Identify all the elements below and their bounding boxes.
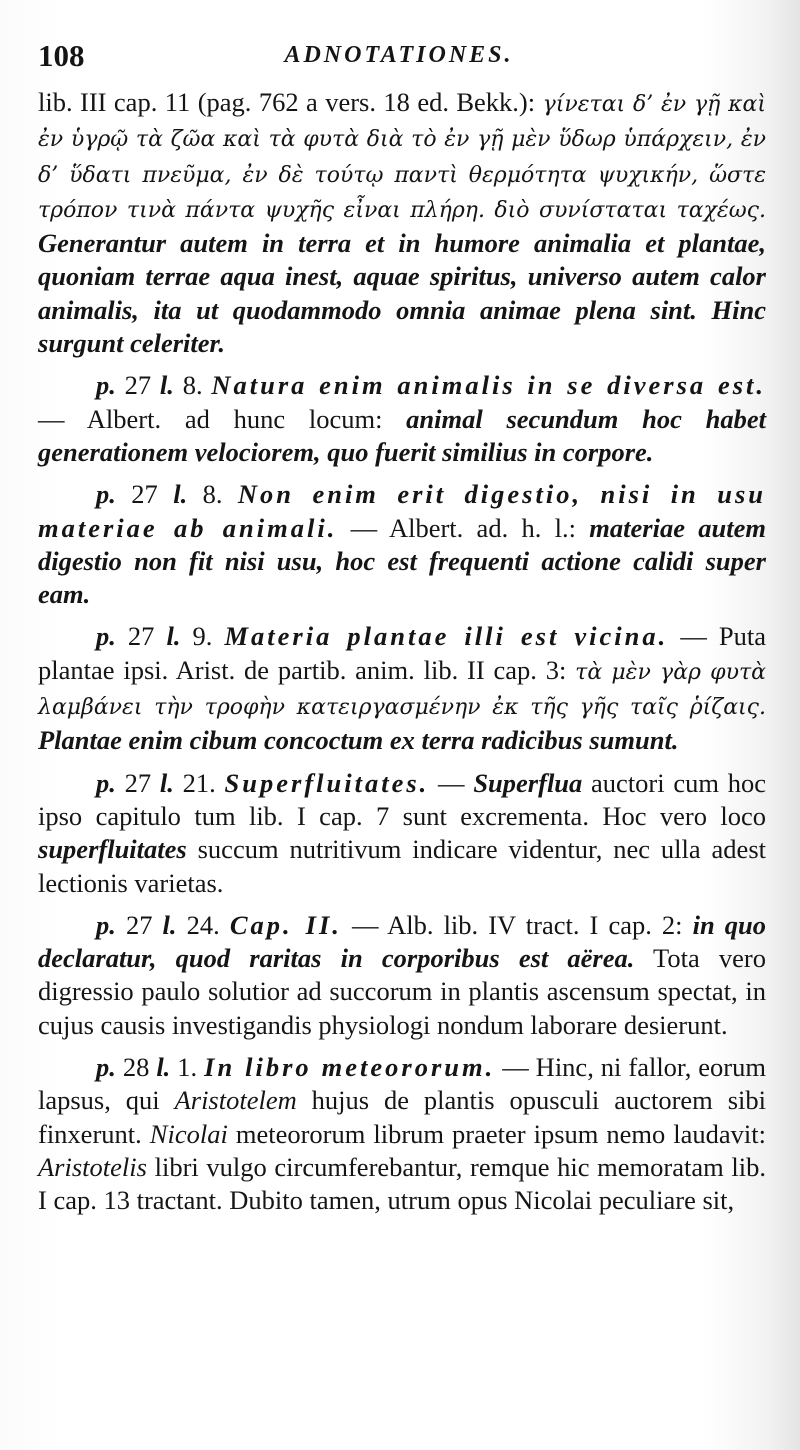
bold-italic-text: p. (96, 621, 116, 652)
bold-italic-text: p. (96, 1052, 116, 1083)
bold-italic-text: l. (173, 479, 188, 510)
roman-text: 27 (115, 479, 174, 510)
spaced-lemma: Non enim erit digestio, nisi in usu materiae ab animali. (38, 479, 766, 543)
roman-text: — Albert. ad. h. l.: (337, 512, 590, 543)
roman-text: auctori cum hoc ipso capitulo tum lib. I cap. 7 sunt excrementa. Hoc vero loco (38, 767, 767, 831)
bold-italic-text: Generantur autem in terra et in humore animalia et plantae, quoniam terrae aqua inest, aquae spiritus, universo autem calor animalis, ita ut quodammodo omnia animae plena sint. Hinc surgunt celeriter. (38, 228, 766, 359)
spaced-lemma: Materia plantae illi est vicina. (224, 621, 669, 652)
roman-text: hujus de plantis opusculi auctorem sibi finxerunt. (38, 1085, 766, 1149)
bold-italic-text: p. (96, 909, 116, 940)
roman-text: — (429, 767, 474, 798)
page-header (38, 38, 760, 82)
annotation-paragraph (38, 1051, 766, 1217)
bold-italic-text: l. (159, 767, 174, 798)
roman-text: 24. (176, 909, 230, 940)
roman-text: succum nutritivum indicare videntur, nec ulla adest lectionis varietas. (38, 834, 766, 898)
roman-text: lib. III cap. 11 (pag. 762 a vers. 18 ed. Bekk.): (38, 87, 543, 117)
bold-italic-text: Plantae enim cibum concoctum ex terra radicibus sumunt. (38, 725, 679, 756)
roman-text: 8. (173, 370, 212, 401)
roman-text: 21. (173, 767, 225, 798)
roman-text: 1. (170, 1052, 205, 1083)
roman-text: 27 (115, 909, 163, 940)
bold-italic-text: p. (96, 479, 116, 510)
bold-italic-text: l. (159, 370, 174, 401)
bold-italic-text: animal secundum hoc habet generationem velociorem, quo fuerit similius in corpore. (38, 403, 766, 467)
greek-quotation: γίνεται δ’ ἐν γῇ καὶ ἐν ὑγρῷ τὰ ζῶα καὶ τὰ φυτὰ διὰ τὸ ἐν γῇ μὲν ὕδωρ ὑπάρχειν, ἐν δ’ ὕδατι πνεῦμα, ἐν δὲ τούτῳ παντὶ θερμότητα ψυχικήν, ὥστε τρόπον τινὰ πάντα ψυχῆς εἶναι πλήρη. διὸ συνίσταται ταχέως. (38, 92, 766, 223)
roman-text: — Albert. ad hunc locum: (38, 403, 407, 434)
italic-text: Aristotelem (174, 1085, 297, 1116)
bold-italic-text: l. (156, 1052, 171, 1083)
italic-text: Aristotelis (38, 1151, 147, 1182)
roman-text: 27 (115, 621, 167, 652)
roman-text: 28 (115, 1052, 157, 1083)
greek-quotation: τὰ μὲν γὰρ φυτὰ λαμβάνει τὴν τροφὴν κατειργασμένην ἐκ τῆς γῆς ταῖς ῥίζαις. (38, 659, 766, 721)
bold-italic-text: in quo declaratur, quod raritas in corporibus est aërea. (38, 909, 767, 974)
annotation-paragraph (38, 86, 766, 360)
bold-italic-text: Superflua (473, 767, 583, 798)
spaced-lemma: Superfluitates. (224, 767, 430, 798)
roman-text: 27 (115, 767, 160, 798)
italic-text: Nicolai (149, 1118, 228, 1149)
page-number: 108 (38, 38, 85, 73)
bold-italic-text: p. (96, 370, 116, 401)
annotation-paragraph (38, 478, 766, 611)
roman-text: 8. (187, 479, 238, 510)
annotation-paragraph (38, 909, 766, 1042)
bold-italic-text: p. (96, 767, 116, 798)
roman-text: Tota vero digressio paulo solutior ad succorum in plantis ascensum spectat, in cujus causis investigandis physiologi nondum laborare desierunt. (38, 943, 766, 1040)
roman-text: 9. (180, 621, 225, 652)
annotation-paragraph (38, 369, 766, 469)
annotation-text (38, 86, 766, 1218)
bold-italic-text: l. (162, 909, 177, 940)
bold-italic-text: materiae autem digestio non fit nisi usu, hoc est frequenti actione calidi super eam. (38, 512, 766, 610)
roman-text: — Puta plantae ipsi. Arist. de partib. anim. lib. II cap. 3: (38, 621, 767, 685)
roman-text: — Hinc, ni fallor, eorum lapsus, qui (38, 1052, 766, 1116)
spaced-lemma: Cap. II. (229, 909, 342, 940)
spaced-lemma: In libro meteororum. (204, 1052, 496, 1083)
bold-italic-text: l. (166, 621, 181, 652)
roman-text: — Alb. lib. IV tract. I cap. 2: (341, 909, 693, 940)
roman-text: meteororum librum praeter ipsum nemo laudavit: (227, 1118, 767, 1149)
running-head: ADNOTATIONES. (284, 42, 514, 68)
spaced-lemma: Natura enim animalis in se diversa est. (211, 370, 767, 401)
roman-text: 27 (115, 370, 160, 401)
annotation-paragraph (38, 767, 766, 900)
bold-italic-text: superfluitates (38, 834, 187, 865)
annotation-paragraph (38, 620, 766, 757)
roman-text: libri vulgo circumferebantur, remque hic memoratam lib. I cap. 13 tractant. Dubito tamen, utrum opus Nicolai peculiare sit, (38, 1151, 766, 1216)
